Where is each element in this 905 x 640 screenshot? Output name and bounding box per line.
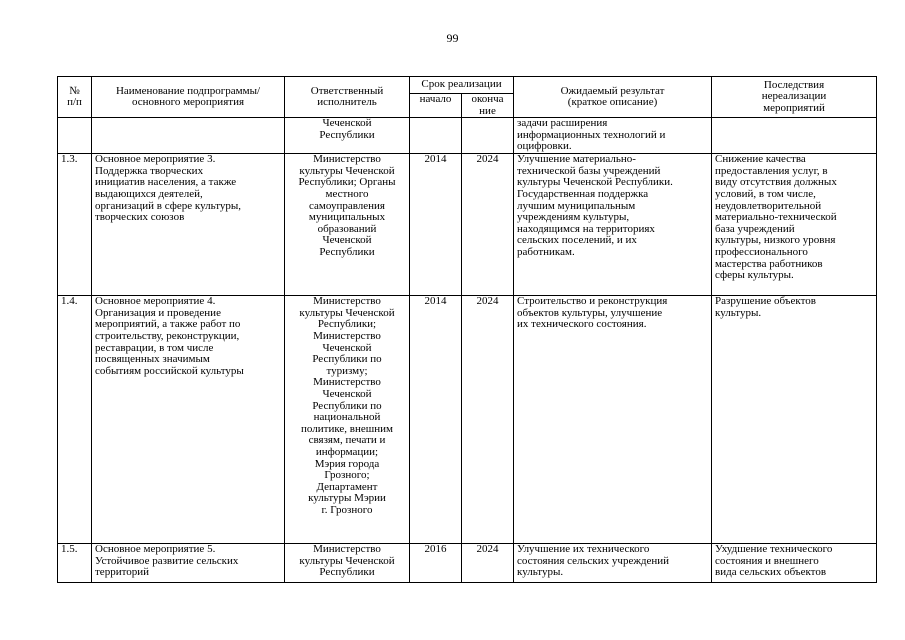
row-consequences: Разрушение объектов культуры. (712, 296, 877, 544)
row-end: 2024 (462, 296, 514, 544)
row-responsible: Министерство культуры Чеченской Республики; Органы местного самоуправления муниципальных образований Чеченской Республики (285, 154, 410, 296)
row-end (462, 118, 514, 154)
row-consequences: Ухудшение технического состояния и внешнего вида сельских объектов (712, 544, 877, 583)
table-row (58, 544, 877, 583)
row-end: 2024 (462, 154, 514, 296)
header-responsible: Ответственный исполнитель (285, 77, 410, 118)
row-result: задачи расширения информационных технологий и оцифровки. (514, 118, 712, 154)
row-start: 2014 (410, 296, 462, 544)
row-num: 1.5. (58, 544, 92, 583)
table-row (58, 296, 877, 544)
row-num: 1.4. (58, 296, 92, 544)
header-row (58, 77, 877, 94)
header-result: Ожидаемый результат (краткое описание) (514, 77, 712, 118)
row-result: Улучшение их технического состояния сельских учреждений культуры. (514, 544, 712, 583)
header-end: оконча ние (462, 94, 514, 118)
row-result: Улучшение материально- технической базы учреждений культуры Чеченской Республики. Государственная поддержка лучшим муниципальным учреждениям культуры, находящимся на территориях сельских поселений, и их работникам. (514, 154, 712, 296)
row-num: 1.3. (58, 154, 92, 296)
row-name: Основное мероприятие 4. Организация и проведение мероприятий, а также работ по строительству, реконструкции, реставрации, в том числе посвященных значимым событиям российской культуры (92, 296, 285, 544)
program-table (57, 76, 877, 583)
row-num (58, 118, 92, 154)
header-start: начало (410, 94, 462, 118)
table-row (58, 154, 877, 296)
row-end: 2024 (462, 544, 514, 583)
header-consequences: Последствия нереализации мероприятий (712, 77, 877, 118)
row-responsible: Министерство культуры Чеченской Республики; Министерство Чеченской Республики по туризму; Министерство Чеченской Республики по национальной политике, внешним связям, печати и информации; Мэрия города Грозного; Департамент культуры Мэрии г. Грозного (285, 296, 410, 544)
table-row (58, 118, 877, 154)
row-consequences: Снижение качества предоставления услуг, в виду отсутствия должных условий, в том числе, неудовлетворительной материально-технической база учреждений культуры, низкого уровня профессионального мастерства работников сферы культуры. (712, 154, 877, 296)
row-name: Основное мероприятие 3. Поддержка творческих инициатив населения, а также выдающихся деятелей, организаций в сфере культуры, творческих союзов (92, 154, 285, 296)
header-name: Наименование подпрограммы/ основного мероприятия (92, 77, 285, 118)
page-number: 99 (446, 31, 459, 45)
row-name (92, 118, 285, 154)
row-responsible: Министерство культуры Чеченской Республики (285, 544, 410, 583)
row-start (410, 118, 462, 154)
row-consequences (712, 118, 877, 154)
row-start: 2016 (410, 544, 462, 583)
row-start: 2014 (410, 154, 462, 296)
header-num: № п/п (58, 77, 92, 118)
row-name: Основное мероприятие 5. Устойчивое развитие сельских территорий (92, 544, 285, 583)
row-result: Строительство и реконструкция объектов культуры, улучшение их технического состояния. (514, 296, 712, 544)
row-responsible: Чеченской Республики (285, 118, 410, 154)
header-term: Срок реализации (410, 77, 514, 94)
